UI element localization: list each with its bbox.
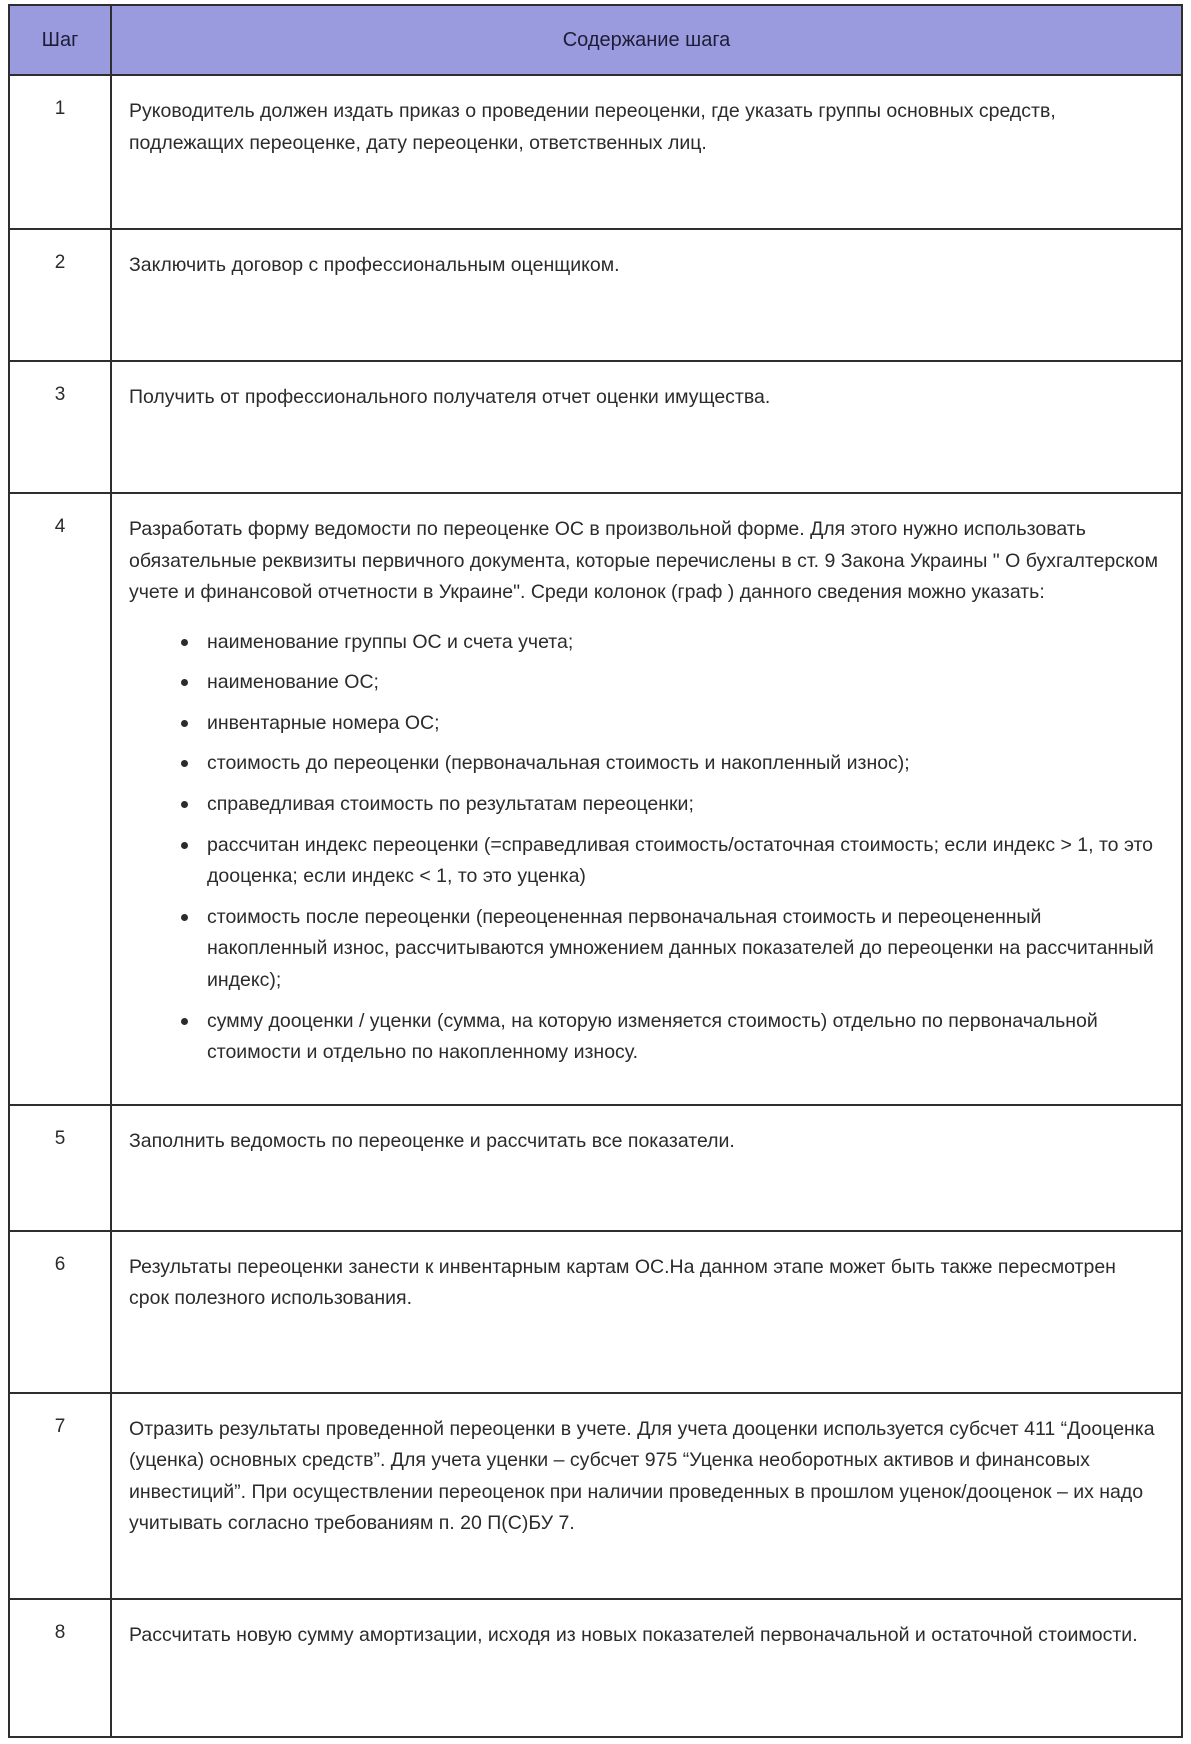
table-row xyxy=(9,1393,1182,1599)
step-text: Заполнить ведомость по переоценке и рассчитать все показатели. xyxy=(129,1129,735,1152)
step-content-cell xyxy=(111,1105,1182,1231)
step-text: Рассчитать новую сумму амортизации, исходя из новых показателей первоначальной и остаточной стоимости. xyxy=(129,1623,1138,1646)
list-item: стоимость после переоценки (переоцененная первоначальная стоимость и переоцененный накопленный износ, рассчитываются умножением данных показателей до переоценки на рассчитанный индекс); xyxy=(181,902,1161,997)
step-number-cell: 7 xyxy=(9,1393,111,1599)
table-header xyxy=(9,5,1182,75)
step-content-cell xyxy=(111,493,1182,1105)
step-text: Заключить договор с профессиональным оценщиком. xyxy=(129,254,620,276)
step-number-cell: 1 xyxy=(9,75,111,229)
step-number-cell: 5 xyxy=(9,1105,111,1231)
step-content-cell xyxy=(111,1599,1182,1737)
column-header-content: Содержание шага xyxy=(111,5,1182,75)
column-header-step: Шаг xyxy=(9,5,111,75)
list-item: наименование группы ОС и счета учета; xyxy=(181,627,1161,659)
step-text: Руководитель должен издать приказ о проведении переоценки, где указать группы основных средств, подлежащих переоценке, дату переоценки, ответственных лиц. xyxy=(129,100,1056,154)
step-text: Отразить результаты проведенной переоценки в учете. Для учета дооценки используется субсчет 411 “Дооценка (уценка) основных средств”. Для учета уценки – субсчет 975 “Уценка необоротных активов и финансовых инвестиций”. При осуществлении переоценок при наличии проведенных в прошлом уценок/дооценок – их надо учитывать согласно требованиям п. 20 П(С)БУ 7. xyxy=(129,1417,1155,1535)
step-number-cell: 8 xyxy=(9,1599,111,1737)
table-row xyxy=(9,493,1182,1105)
list-item: стоимость до переоценки (первоначальная стоимость и накопленный износ); xyxy=(181,748,1161,780)
step-number-cell: 2 xyxy=(9,229,111,361)
list-item: инвентарные номера ОС; xyxy=(181,708,1161,740)
table-row xyxy=(9,1231,1182,1393)
step-bullet-list xyxy=(129,627,1161,1069)
step-content-cell xyxy=(111,361,1182,493)
step-content-cell xyxy=(111,1393,1182,1599)
table-row xyxy=(9,361,1182,493)
step-text: Разработать форму ведомости по переоценке ОС в произвольной форме. Для этого нужно использовать обязательные реквизиты первичного документа, которые перечислены в ст. 9 Закона Украины " О бухгалтерском учете и финансовой отчетности в Украине". Среди колонок (граф ) данного сведения можно указать: xyxy=(129,518,1159,604)
list-item: наименование ОС; xyxy=(181,667,1161,699)
list-item: рассчитан индекс переоценки (=справедливая стоимость/остаточная стоимость; если индекс > 1, то это дооценка; если индекс < 1, то это уценка) xyxy=(181,830,1161,893)
table-row xyxy=(9,75,1182,229)
step-content-cell xyxy=(111,75,1182,229)
step-text: Получить от профессионального получателя отчет оценки имущества. xyxy=(129,386,771,408)
step-text: Результаты переоценки занести к инвентарным картам ОС.На данном этапе может быть также пересмотрен срок полезного использования. xyxy=(129,1255,1116,1310)
step-content-cell xyxy=(111,229,1182,361)
table-row xyxy=(9,229,1182,361)
list-item: сумму дооценки / уценки (сумма, на которую изменяется стоимость) отдельно по первоначальной стоимости и отдельно по накопленному износу. xyxy=(181,1006,1161,1069)
revaluation-steps-table xyxy=(8,4,1183,1738)
table-row xyxy=(9,1599,1182,1737)
table-row xyxy=(9,1105,1182,1231)
table-body xyxy=(9,75,1182,1737)
step-content-cell xyxy=(111,1231,1182,1393)
step-number-cell: 3 xyxy=(9,361,111,493)
step-number-cell: 4 xyxy=(9,493,111,1105)
step-number-cell: 6 xyxy=(9,1231,111,1393)
table-header-row xyxy=(9,5,1182,75)
list-item: справедливая стоимость по результатам переоценки; xyxy=(181,789,1161,821)
